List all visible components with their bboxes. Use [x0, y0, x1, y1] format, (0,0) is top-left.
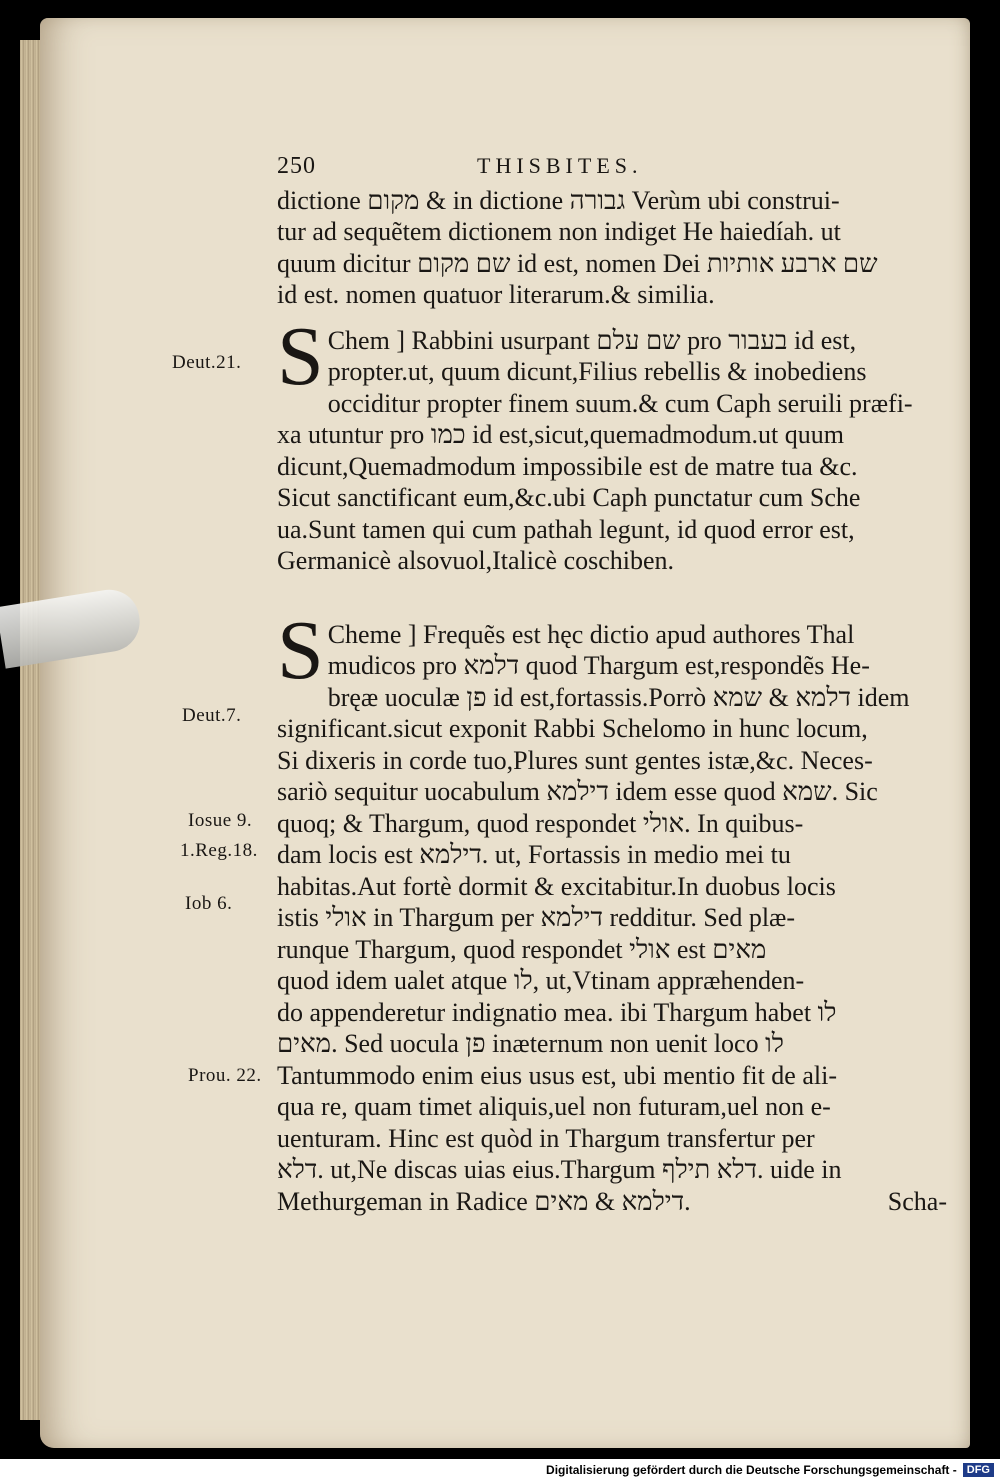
- drop-cap: S: [277, 309, 324, 403]
- digitization-footer: [0, 1459, 1000, 1481]
- text-line: Chem ] Rabbini usurpant שם עלם pro בעבור id est,: [327, 325, 857, 355]
- text-line: qua re, quam timet aliquis,uel non futuram,uel non e-: [277, 1092, 831, 1121]
- text-line: Germanicè alsovuol,Italicè coschiben.: [277, 546, 675, 575]
- text-line: xa utuntur pro כמו id est,sicut,quemadmodum.ut quum: [277, 420, 845, 449]
- text-line: quod idem ualet atque לו, ut,Vtinam appræhenden-: [277, 966, 805, 995]
- text-line: mudicos pro דלמא quod Thargum est,respondẽs He-: [327, 651, 870, 680]
- text-line: occiditur propter finem suum.& cum Caph seruili præfi-: [327, 388, 913, 418]
- page-text: [277, 150, 947, 1217]
- text-line: Cheme ] Frequẽs est hęc dictio apud authores Thal: [327, 619, 855, 649]
- running-header: [277, 150, 947, 183]
- text-line: id est. nomen quatuor literarum.& similia.: [277, 280, 715, 309]
- text-line: sariò sequitur uocabulum דילמא idem esse quod שמא. Sic: [277, 777, 878, 806]
- text-line: quoq; & Thargum, quod respondet אולי. In quibus-: [277, 808, 804, 838]
- entry-schem: [277, 309, 947, 577]
- margin-note-deut7: Deut.7.: [182, 705, 242, 726]
- text-line: bręæ uoculæ פן id est,fortassis.Porrò דלמא & שמא idem: [327, 682, 910, 712]
- text-line: dam locis est דילמא. ut, Fortassis in medio mei tu: [277, 840, 791, 869]
- footer-text: Digitalisierung gefördert durch die Deutsche Forschungsgemeinschaft -: [546, 1463, 957, 1477]
- dfg-logo: DFG: [963, 1463, 994, 1477]
- entry-scheme: [277, 603, 947, 1218]
- text-line: ua.Sunt tamen qui cum pathah legunt, id quod error est,: [277, 514, 855, 544]
- text-line: Si dixeris in corde tuo,Plures sunt gentes istæ,&c. Neces-: [277, 745, 873, 775]
- text-line: Tantummodo enim eius usus est, ubi mentio fit de ali-: [277, 1060, 837, 1090]
- text-line: tur ad sequẽtem dictionem non indiget He haiedíah. ut: [277, 217, 841, 246]
- running-title: THISBITES.: [477, 153, 643, 178]
- margin-note-iob6: Iob 6.: [185, 893, 233, 914]
- text-line: significant.sicut exponit Rabbi Schelomo in hunc locum,: [277, 714, 868, 743]
- text-line: quum dicitur שם מקום id est, nomen Dei שם ארבע אותיות: [277, 248, 878, 278]
- text-line: dicunt,Quemadmodum impossibile est de matre tua &c.: [277, 451, 858, 481]
- intro-paragraph: [277, 185, 947, 311]
- text-line: dictione מקום & in dictione גבורה Verùm ubi construi-: [277, 185, 840, 215]
- text-line: Methurgeman in Radice דילמא & מאים.: [277, 1186, 691, 1216]
- drop-cap: S: [277, 603, 324, 697]
- text-line: דלא. ut,Ne discas uias eius.Thargum דלא תילף. uide in: [277, 1155, 842, 1184]
- text-line: Sicut sanctificant eum,&c.ubi Caph punctatur cum Sche: [277, 483, 861, 512]
- margin-note-iosue9: Iosue 9.: [188, 810, 253, 831]
- text-line: uenturam. Hinc est quòd in Thargum transfertur per: [277, 1123, 815, 1153]
- text-line: habitas.Aut fortè dormit & excitabitur.In duobus locis: [277, 871, 836, 901]
- text-line: propter.ut, quum dicunt,Filius rebellis & inobediens: [327, 357, 867, 386]
- margin-note-deut21: Deut.21.: [172, 352, 242, 373]
- text-line: do appenderetur indignatio mea. ibi Thargum habet לו: [277, 997, 837, 1027]
- catchword: Scha-: [887, 1186, 947, 1216]
- page-number: 250: [277, 153, 316, 179]
- margin-note-1reg18: 1.Reg.18.: [180, 840, 258, 861]
- text-line: istis אולי in Thargum per דילמא redditur. Sed plæ-: [277, 903, 796, 932]
- text-line: runque Thargum, quod respondet אולי est מאים: [277, 934, 767, 964]
- last-line-row: [277, 1186, 947, 1218]
- text-line: מאים. Sed uocula פן inæternum non uenit loco לו: [277, 1029, 784, 1058]
- margin-note-prou22: Prou. 22.: [188, 1065, 262, 1086]
